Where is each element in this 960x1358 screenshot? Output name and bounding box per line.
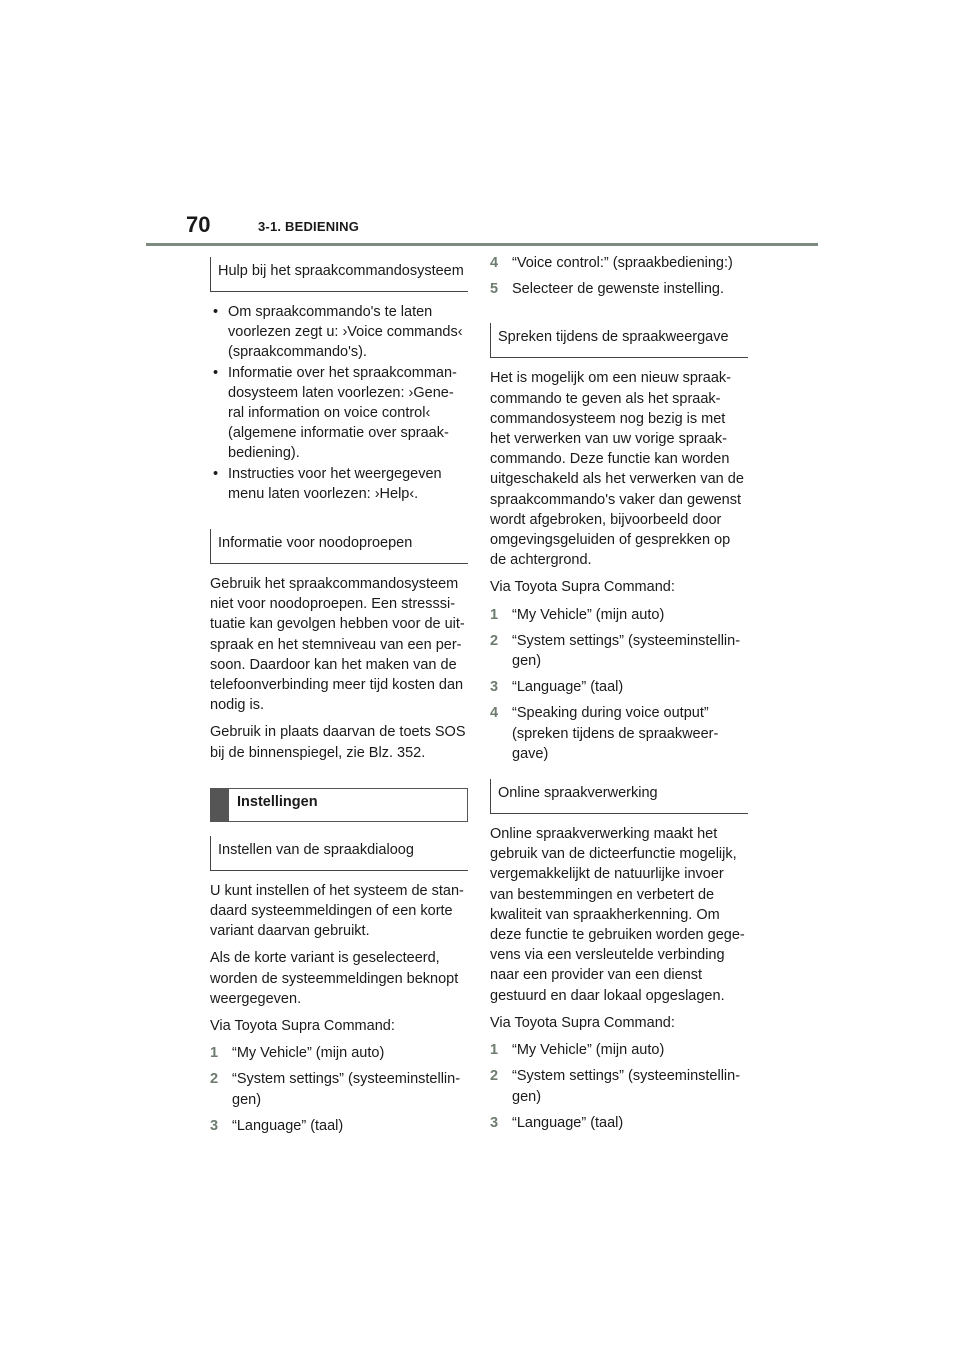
- paragraph-dialog: U kunt instellen of het systeem de stan-daard systeemmeldingen of een korte variant daarvan gebruikt.: [210, 882, 464, 940]
- step-number: 3: [490, 679, 499, 696]
- subheading-help: Hulp bij het spraakcommandosysteem: [210, 257, 468, 292]
- subheading-online-processing: Online spraakverwerking: [490, 779, 748, 814]
- step-item: [490, 605, 748, 625]
- step-text: “Language” (taal): [232, 1117, 344, 1134]
- list-item: [210, 464, 468, 504]
- step-item: [490, 279, 748, 299]
- step-item: [490, 677, 748, 697]
- paragraph-barge-in: Het is mogelijk om een nieuw spraak-commando te geven als het spraak-commandosysteem nog bezig is met het verwerken van uw vorige spraak-commando. Deze functie kan worden uitgeschakeld als het verwerken van de spraakcommando's vaker dan gewenst wordt afgebroken, bijvoorbeeld door omgevingsgeluiden of gesprekken op de achtergrond.: [490, 370, 744, 569]
- step-item: [210, 1069, 468, 1109]
- right-column: [490, 253, 748, 1139]
- subheading-emergency: Informatie voor noodoproepen: [210, 529, 468, 564]
- paragraph-emergency: Gebruik het spraakcommandosysteem niet voor noodoproepen. Een stresssi-tuatie kan gevolgen hebben voor de uit-spraak en het stemniveau van een per-soon. Daardoor kan het maken van de telefoonverbinding meer tijd kosten dan nodig is.: [210, 576, 465, 714]
- step-text: “Language” (taal): [512, 1114, 624, 1131]
- bullet-text: Instructies voor het weergegeven menu laten voorlezen: ›Help‹.: [228, 465, 442, 502]
- step-number: 2: [490, 632, 499, 649]
- step-number: 5: [490, 281, 499, 298]
- bullet-text: Informatie over het spraakcomman-dosysteem laten voorlezen: ›Gene-ral information on voice control‹ (algemene informatie over spraak-bediening).: [228, 364, 457, 462]
- bullet: •: [213, 465, 219, 482]
- page-number: 70: [186, 212, 211, 237]
- section-marker: [211, 789, 229, 821]
- section-header-settings: [210, 788, 468, 822]
- step-text: “Speaking during voice output” (spreken tijdens de spraakweer-gave): [512, 705, 719, 762]
- step-item: [490, 631, 748, 671]
- paragraph-via-command: Via Toyota Supra Command:: [210, 1018, 395, 1035]
- help-bullet-list: [210, 302, 468, 504]
- subheading-dialog-settings: Instellen van de spraakdialoog: [210, 836, 468, 871]
- paragraph-via-command: Via Toyota Supra Command:: [490, 1014, 675, 1031]
- paragraph-via-command: Via Toyota Supra Command:: [490, 579, 675, 596]
- step-number: 3: [490, 1114, 499, 1131]
- step-number: 1: [490, 606, 499, 623]
- step-text: “System settings” (systeeminstellin-gen): [232, 1071, 461, 1108]
- step-number: 4: [490, 705, 499, 722]
- step-item: [490, 1066, 748, 1106]
- step-number: 2: [490, 1068, 499, 1085]
- step-item: [490, 1040, 748, 1060]
- step-item: [210, 1043, 468, 1063]
- list-item: [210, 363, 468, 464]
- paragraph-online-processing: Online spraakverwerking maakt het gebruik van de dicteerfunctie mogelijk, vergemakkelijkt de natuurlijke invoer van bestemmingen en verbetert de kwaliteit van spraakherkenning. Om deze functie te gebruiken worden gege-vens via een versleutelde verbinding naar een provider van een dienst gestuurd en daar lokaal opgeslagen.: [490, 826, 745, 1004]
- step-text: “System settings” (systeeminstellin-gen): [512, 1068, 741, 1105]
- step-number: 4: [490, 255, 499, 271]
- bullet: •: [213, 304, 219, 320]
- step-item: [490, 1113, 748, 1133]
- bullet-text: Om spraakcommando's te laten voorlezen zegt u: ›Voice commands‹ (spraakcommando's).: [228, 304, 463, 361]
- step-number: 3: [210, 1117, 219, 1134]
- paragraph-sos: Gebruik in plaats daarvan de toets SOS bij de binnenspiegel, zie Blz. 352.: [210, 724, 466, 761]
- step-number: 1: [490, 1042, 499, 1059]
- bullet: •: [213, 364, 219, 381]
- step-text: “My Vehicle” (mijn auto): [232, 1045, 385, 1062]
- subheading-barge-in: Spreken tijdens de spraakweergave: [490, 323, 748, 358]
- section-title: Instellingen: [237, 793, 318, 810]
- step-number: 2: [210, 1071, 219, 1088]
- step-item: [210, 1116, 468, 1136]
- list-item: [210, 302, 468, 363]
- step-text: “System settings” (systeeminstellin-gen): [512, 632, 741, 670]
- step-number: 1: [210, 1045, 219, 1062]
- step-text: “My Vehicle” (mijn auto): [512, 1042, 665, 1059]
- step-item: [490, 703, 748, 764]
- step-text: “My Vehicle” (mijn auto): [512, 606, 665, 623]
- header-divider: [146, 243, 818, 246]
- step-item: [490, 253, 748, 273]
- left-column: [210, 257, 468, 1142]
- step-text: “Voice control:” (spraakbediening:): [512, 255, 733, 271]
- step-text: Selecteer de gewenste instelling.: [512, 281, 724, 298]
- paragraph-short-variant: Als de korte variant is geselecteerd, worden de systeemmeldingen beknopt weergegeven.: [210, 950, 459, 1007]
- chapter-title: 3-1. BEDIENING: [258, 219, 360, 234]
- step-text: “Language” (taal): [512, 679, 624, 696]
